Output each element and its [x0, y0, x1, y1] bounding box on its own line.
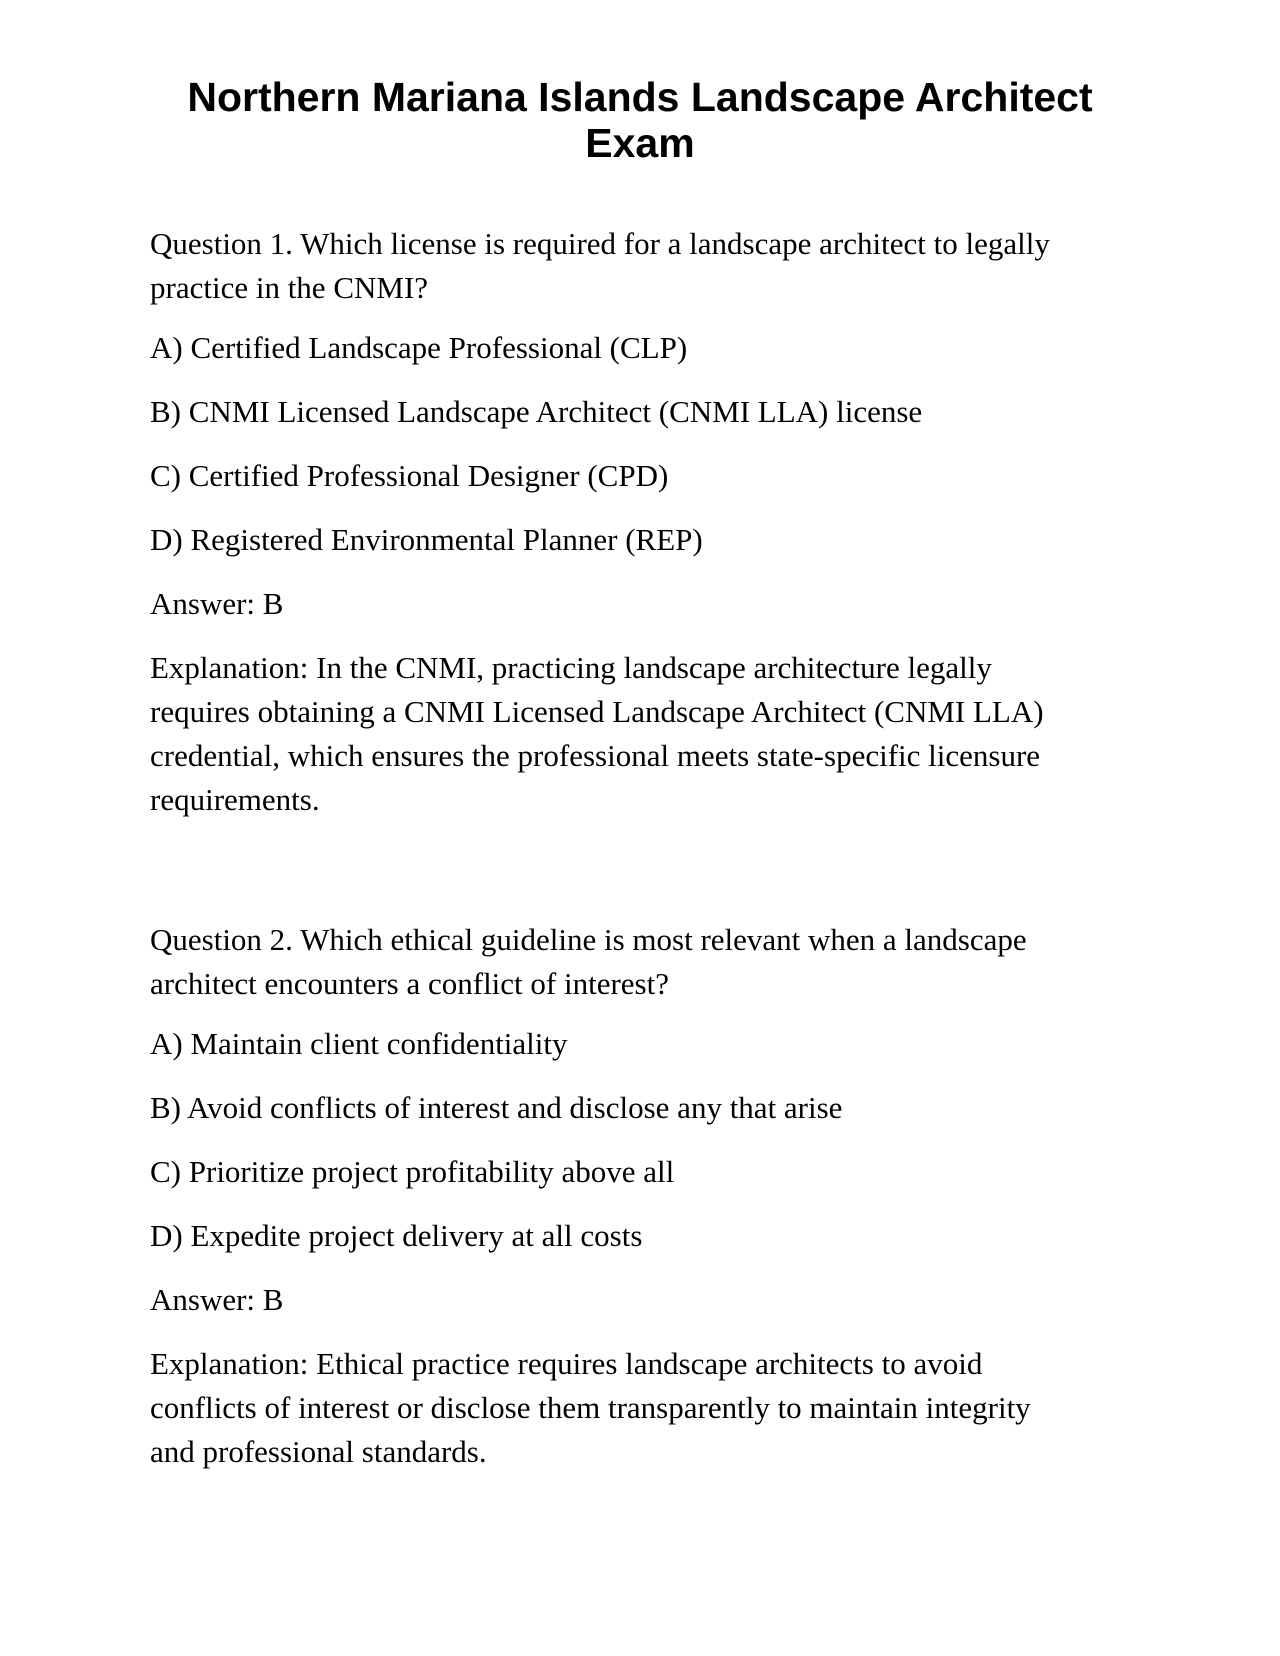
- question-2-option-d: D) Expedite project delivery at all costs: [150, 1218, 643, 1253]
- question-1-prompt: Question 1. Which license is required for a landscape architect to legally practice in the CNMI?: [150, 226, 1050, 305]
- title-line-1: Northern Mariana Islands Landscape Architect: [187, 74, 1093, 120]
- page-title: [150, 74, 1130, 166]
- question-2-option-a: A) Maintain client confidentiality: [150, 1026, 568, 1061]
- question-2-option-b: B) Avoid conflicts of interest and disclose any that arise: [150, 1090, 843, 1125]
- question-1-explanation: Explanation: In the CNMI, practicing landscape architecture legally requires obtaining a CNMI Licensed Landscape Architect (CNMI LLA) credential, which ensures the professional meets state-specific licensure requirements.: [150, 650, 1044, 817]
- question-2-answer: Answer: B: [150, 1282, 284, 1317]
- question-1-answer: Answer: B: [150, 586, 284, 621]
- question-2-explanation: Explanation: Ethical practice requires landscape architects to avoid conflicts of interest or disclose them transparently to maintain integrity and professional standards.: [150, 1346, 1031, 1469]
- question-2-prompt: Question 2. Which ethical guideline is most relevant when a landscape architect encounters a conflict of interest?: [150, 922, 1027, 1001]
- question-1-option-b: B) CNMI Licensed Landscape Architect (CNMI LLA) license: [150, 394, 923, 429]
- title-line-2: Exam: [585, 120, 695, 166]
- question-2-option-c: C) Prioritize project profitability above all: [150, 1154, 675, 1189]
- question-1-option-a: A) Certified Landscape Professional (CLP): [150, 330, 688, 365]
- question-1-option-c: C) Certified Professional Designer (CPD): [150, 458, 669, 493]
- question-1-option-d: D) Registered Environmental Planner (REP): [150, 522, 703, 557]
